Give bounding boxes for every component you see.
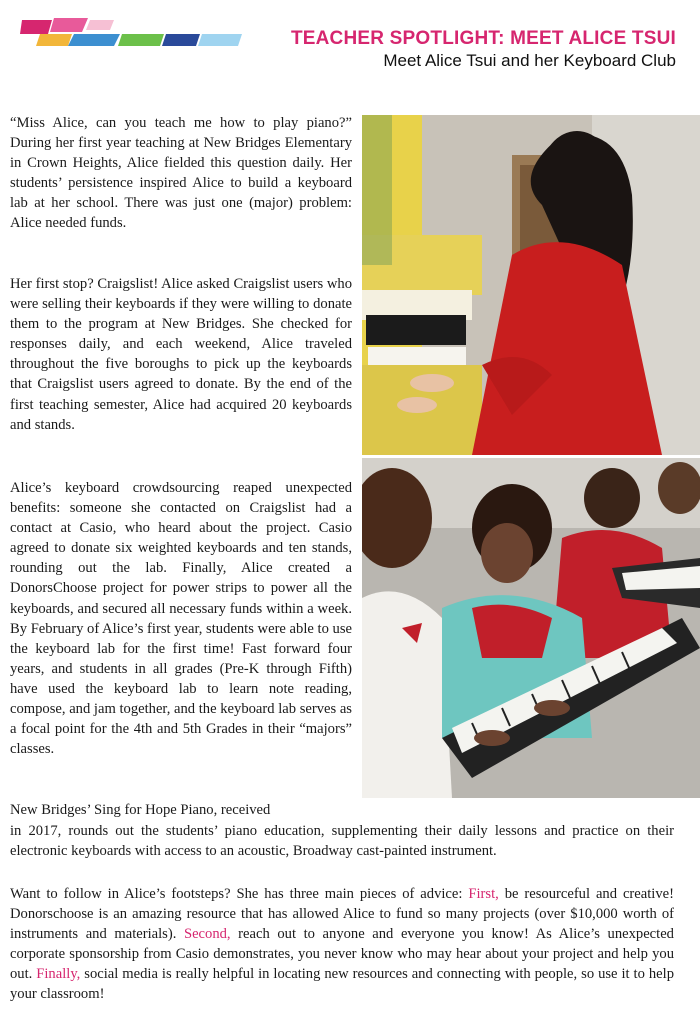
brand-logo bbox=[10, 12, 260, 52]
paragraph-sing-for-hope-line1: New Bridges’ Sing for Hope Piano, received bbox=[10, 802, 271, 818]
advice-finally-text: social media is really helpful in locating new resources and connecting with people, so use it to help your classroom! bbox=[10, 966, 674, 1003]
advice-intro: Want to follow in Alice’s footsteps? She has three main pieces of advice: bbox=[10, 886, 469, 902]
advice-second-label: Second, bbox=[183, 926, 231, 943]
paragraph-casio: Alice’s keyboard crowdsourcing reaped unexpected benefits: someone she contacted on Craigslist had a contact at Casio, who heard about the project. Casio agreed to donate six weighted keyboards and ten stands, rounding out the lab. Finally, Alice created a DonorsChoose project for power strips to power all the keyboards, and secured all necessary funds within a week. By February of Alice’s first year, students were able to use the keyboard lab for the first time! Fast forward four years, and students in all grades (Pre-K through Fifth) have used the keyboard lab to learn note reading, compose, and jam together, and the keyboard lab serves as a focal point for the 4th and 5th Grades in their “majors” classes. bbox=[10, 480, 352, 758]
advice-first-label: First, bbox=[468, 886, 499, 902]
advice-finally-label: Finally, bbox=[36, 966, 81, 983]
page-subtitle: Meet Alice Tsui and her Keyboard Club bbox=[383, 51, 676, 70]
advice-second-text: reach out to anyone and everyone you know! As Alice’s unexpected corporate sponsorship from Casio demonstrates, you never know who may hear about your project and help you out. bbox=[10, 926, 674, 983]
paragraph-craigslist: Her first stop? Craigslist! Alice asked Craigslist users who were selling their keyboards if they were willing to donate them to the program at New Bridges. She checked for responses daily, and each weekend, Alice traveled throughout the five boroughs to pick up the keyboards that Craigslist users agreed to donate. By the end of the first teaching semester, Alice had acquired 20 keyboards and stands. bbox=[10, 276, 352, 433]
photo-teacher-piano bbox=[362, 115, 700, 455]
paragraph-intro: “Miss Alice, can you teach me how to play piano?” During her first year teaching at New Bridges Elementary in Crown Heights, Alice fielded this question daily. Her students’ persistence inspired Alice to build a keyboard lab at her school. There was just one (major) problem: Alice needed funds. bbox=[10, 115, 352, 232]
paragraph-sing-for-hope: in 2017, rounds out the students’ piano education, supplementing their daily lessons and practice on their electronic keyboards with access to an acoustic, Broadway cast-painted instrument. bbox=[10, 823, 674, 860]
advice-first-text: be resourceful and creative! Donorschoose is an amazing resource that has allowed Alice to fund so many projects (over $10,000 worth of instruments and materials). bbox=[10, 886, 674, 943]
photo-students-keyboards bbox=[362, 458, 700, 798]
page-title: TEACHER SPOTLIGHT: MEET ALICE TSUI bbox=[290, 28, 676, 49]
paragraph-advice bbox=[10, 884, 674, 1005]
